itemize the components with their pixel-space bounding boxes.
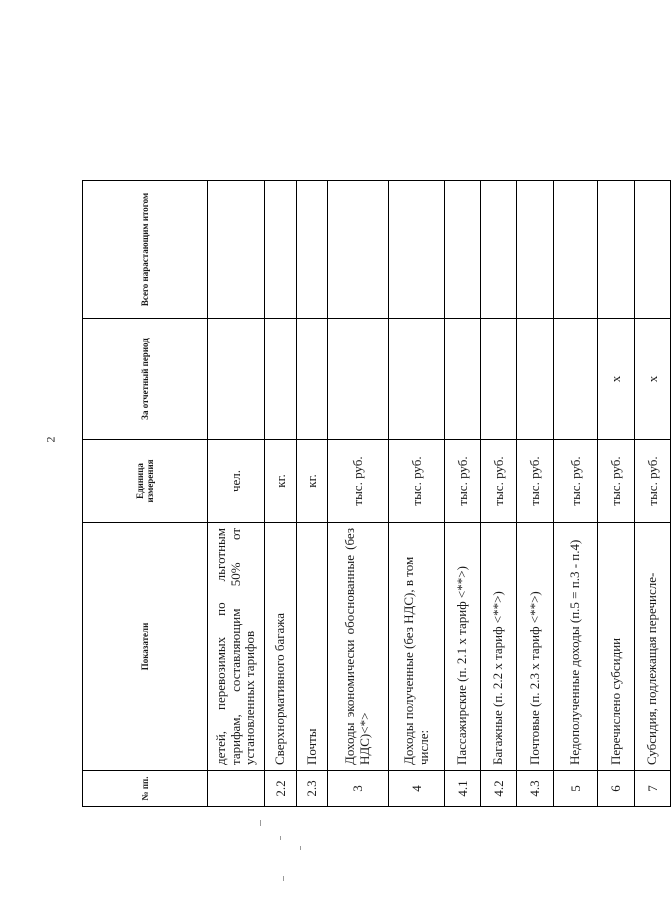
row-num: 4.1: [444, 771, 480, 807]
row-num: 6: [597, 771, 634, 807]
row-total-value: [553, 181, 597, 319]
row-num: 5: [553, 771, 597, 807]
row-indicator: Почтовые (п. 2.3 х тариф <**>): [516, 523, 553, 771]
row-num: 3: [327, 771, 388, 807]
rotated-table-container: [82, 181, 659, 807]
report-table: [82, 180, 671, 807]
row-indicator: Багажные (п. 2.2 х тариф <**>): [480, 523, 516, 771]
table-row: [634, 181, 670, 807]
row-period-value: [327, 319, 388, 440]
table-row: [516, 181, 553, 807]
row-total-value: [264, 181, 296, 319]
row-num: 4: [388, 771, 444, 807]
row-period-value: [264, 319, 296, 440]
table-row: [553, 181, 597, 807]
scan-mark: [283, 876, 284, 881]
row-total-value: [480, 181, 516, 319]
row-total-value: [597, 181, 634, 319]
table-row: [327, 181, 388, 807]
row-indicator: Доходы экономически обоснованные (без НДС)<*>: [327, 523, 388, 771]
row-total-value: [388, 181, 444, 319]
row-num: 4.3: [516, 771, 553, 807]
header-indicator: Показатели: [82, 523, 207, 771]
header-num: № пп.: [82, 771, 207, 807]
row-period-value: х: [597, 319, 634, 440]
row-unit: тыс. руб.: [597, 440, 634, 523]
page-number: 2: [43, 436, 58, 443]
row-period-value: х: [634, 319, 670, 440]
row-indicator: детей, перевозимых по льготным тарифам, составляющим 50% от установленных тарифов: [207, 523, 264, 771]
scan-mark: [300, 846, 301, 850]
row-num: 2.2: [264, 771, 296, 807]
row-total-value: [207, 181, 264, 319]
table-row: [388, 181, 444, 807]
row-num: 2.3: [296, 771, 327, 807]
row-period-value: [207, 319, 264, 440]
row-total-value: [327, 181, 388, 319]
row-num: 7: [634, 771, 670, 807]
row-unit: тыс. руб.: [388, 440, 444, 523]
row-unit: тыс. руб.: [634, 440, 670, 523]
row-unit: тыс. руб.: [516, 440, 553, 523]
header-unit: Единица измерения: [82, 440, 207, 523]
row-period-value: [480, 319, 516, 440]
row-period-value: [516, 319, 553, 440]
row-unit: тыс. руб.: [444, 440, 480, 523]
scan-mark: [260, 820, 261, 826]
row-indicator: Доходы полученные (без НДС), в том числе:: [388, 523, 444, 771]
table-row: [264, 181, 296, 807]
table-header-row: [82, 181, 207, 807]
table-row: [597, 181, 634, 807]
row-period-value: [553, 319, 597, 440]
row-num: [207, 771, 264, 807]
row-unit: кг.: [264, 440, 296, 523]
row-total-value: [444, 181, 480, 319]
row-total-value: [634, 181, 670, 319]
row-indicator: Почты: [296, 523, 327, 771]
row-total-value: [296, 181, 327, 319]
row-indicator: Субсидия, подлежащая перечисле-: [634, 523, 670, 771]
row-unit: чел.: [207, 440, 264, 523]
row-total-value: [516, 181, 553, 319]
table-row: [207, 181, 264, 807]
table-row: [480, 181, 516, 807]
row-unit: тыс. руб.: [480, 440, 516, 523]
row-num: 4.2: [480, 771, 516, 807]
header-total: Всего нарастающим итогом: [82, 181, 207, 319]
row-indicator: Недополученные доходы (п.5 = п.3 - п.4): [553, 523, 597, 771]
row-unit: тыс. руб.: [327, 440, 388, 523]
header-period: За отчетный период: [82, 319, 207, 440]
row-period-value: [444, 319, 480, 440]
table-row: [444, 181, 480, 807]
table-row: [296, 181, 327, 807]
row-period-value: [296, 319, 327, 440]
row-unit: тыс. руб.: [553, 440, 597, 523]
row-indicator: Пассажирские (п. 2.1 х тариф <**>): [444, 523, 480, 771]
scan-mark: [280, 836, 281, 840]
row-indicator: Перечислено субсидии: [597, 523, 634, 771]
row-period-value: [388, 319, 444, 440]
row-indicator: Сверхнормативного багажа: [264, 523, 296, 771]
row-unit: кг.: [296, 440, 327, 523]
